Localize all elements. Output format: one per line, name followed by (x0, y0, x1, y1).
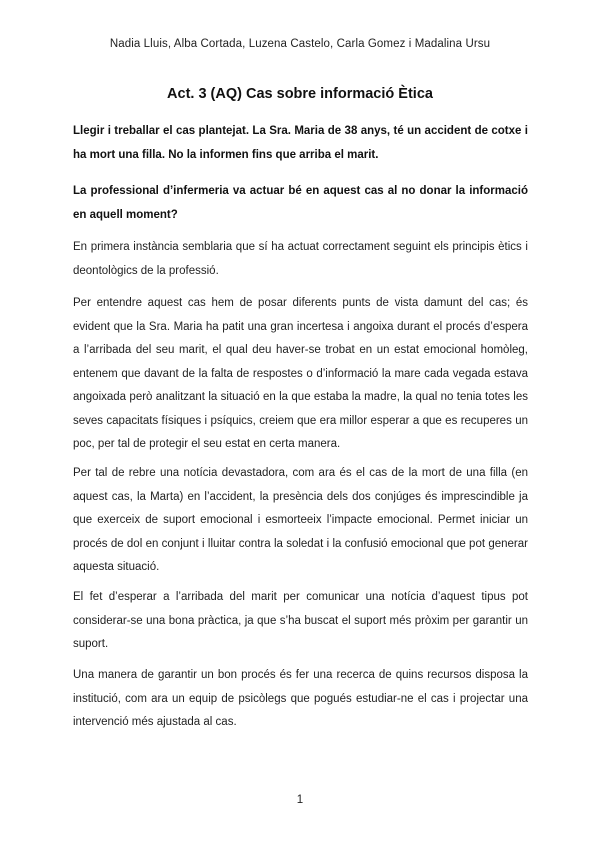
page-number: 1 (296, 794, 304, 806)
authors-header: Nadia Lluis, Alba Cortada, Luzena Castelo, Carla Gomez i Madalina Ursu (109, 38, 491, 50)
case-question: La professional d’infermeria va actuar bé en aquest cas al no donar la informació en aquell moment? (73, 185, 528, 221)
paragraph: Per tal de rebre una notícia devastadora, com ara és el cas de la mort de una filla (en aquest cas, la Marta) en l’accident, la presència dels dos conjúges és imprescindible ja que exerceix de suport emocional i esmorteeix l’impacte emocional. Permet iniciar un procés de dol en conjunt i lluitar contra la soledat i la confusió emocional que pot generar aquesta situació. (73, 467, 528, 573)
paragraph: El fet d’esperar a l’arribada del marit per comunicar una notícia d’aquest tipus pot considerar-se una bona pràctica, ja que s’ha buscat el suport més pròxim per garantir un suport. (73, 591, 528, 650)
case-statement: Llegir i treballar el cas plantejat. La Sra. Maria de 38 anys, té un accident de cotxe i ha mort una filla. No la informen fins que arriba el marit. (73, 125, 528, 161)
paragraph: En primera instància semblaria que sí ha actuat correctament seguint els principis ètics i deontològics de la professió. (73, 241, 528, 277)
paragraph: Una manera de garantir un bon procés és fer una recerca de quins recursos disposa la institució, com ara un equip de psicòlegs que pogués estudiar-ne el cas i projectar una intervenció més ajustada al cas. (73, 669, 528, 728)
paragraph: Per entendre aquest cas hem de posar diferents punts de vista damunt del cas; és evident que la Sra. Maria ha patit una gran incertesa i angoixa durant el procés d’espera a l’arribada del seu marit, el qual deu haver-se trobat en un estat emocional homòleg, entenem que davant de la falta de respostes o d’informació la mare cada vegada estava angoixada però analitzant la situació en la que estaba la madre, la qual no tenia totes les seves capacitats físiques i psíquics, creiem que era millor esperar a que es recuperes un poc, per tal de protegir el seu estat en certa manera. (73, 297, 528, 450)
page-title: Act. 3 (AQ) Cas sobre informació Ètica (167, 86, 433, 102)
